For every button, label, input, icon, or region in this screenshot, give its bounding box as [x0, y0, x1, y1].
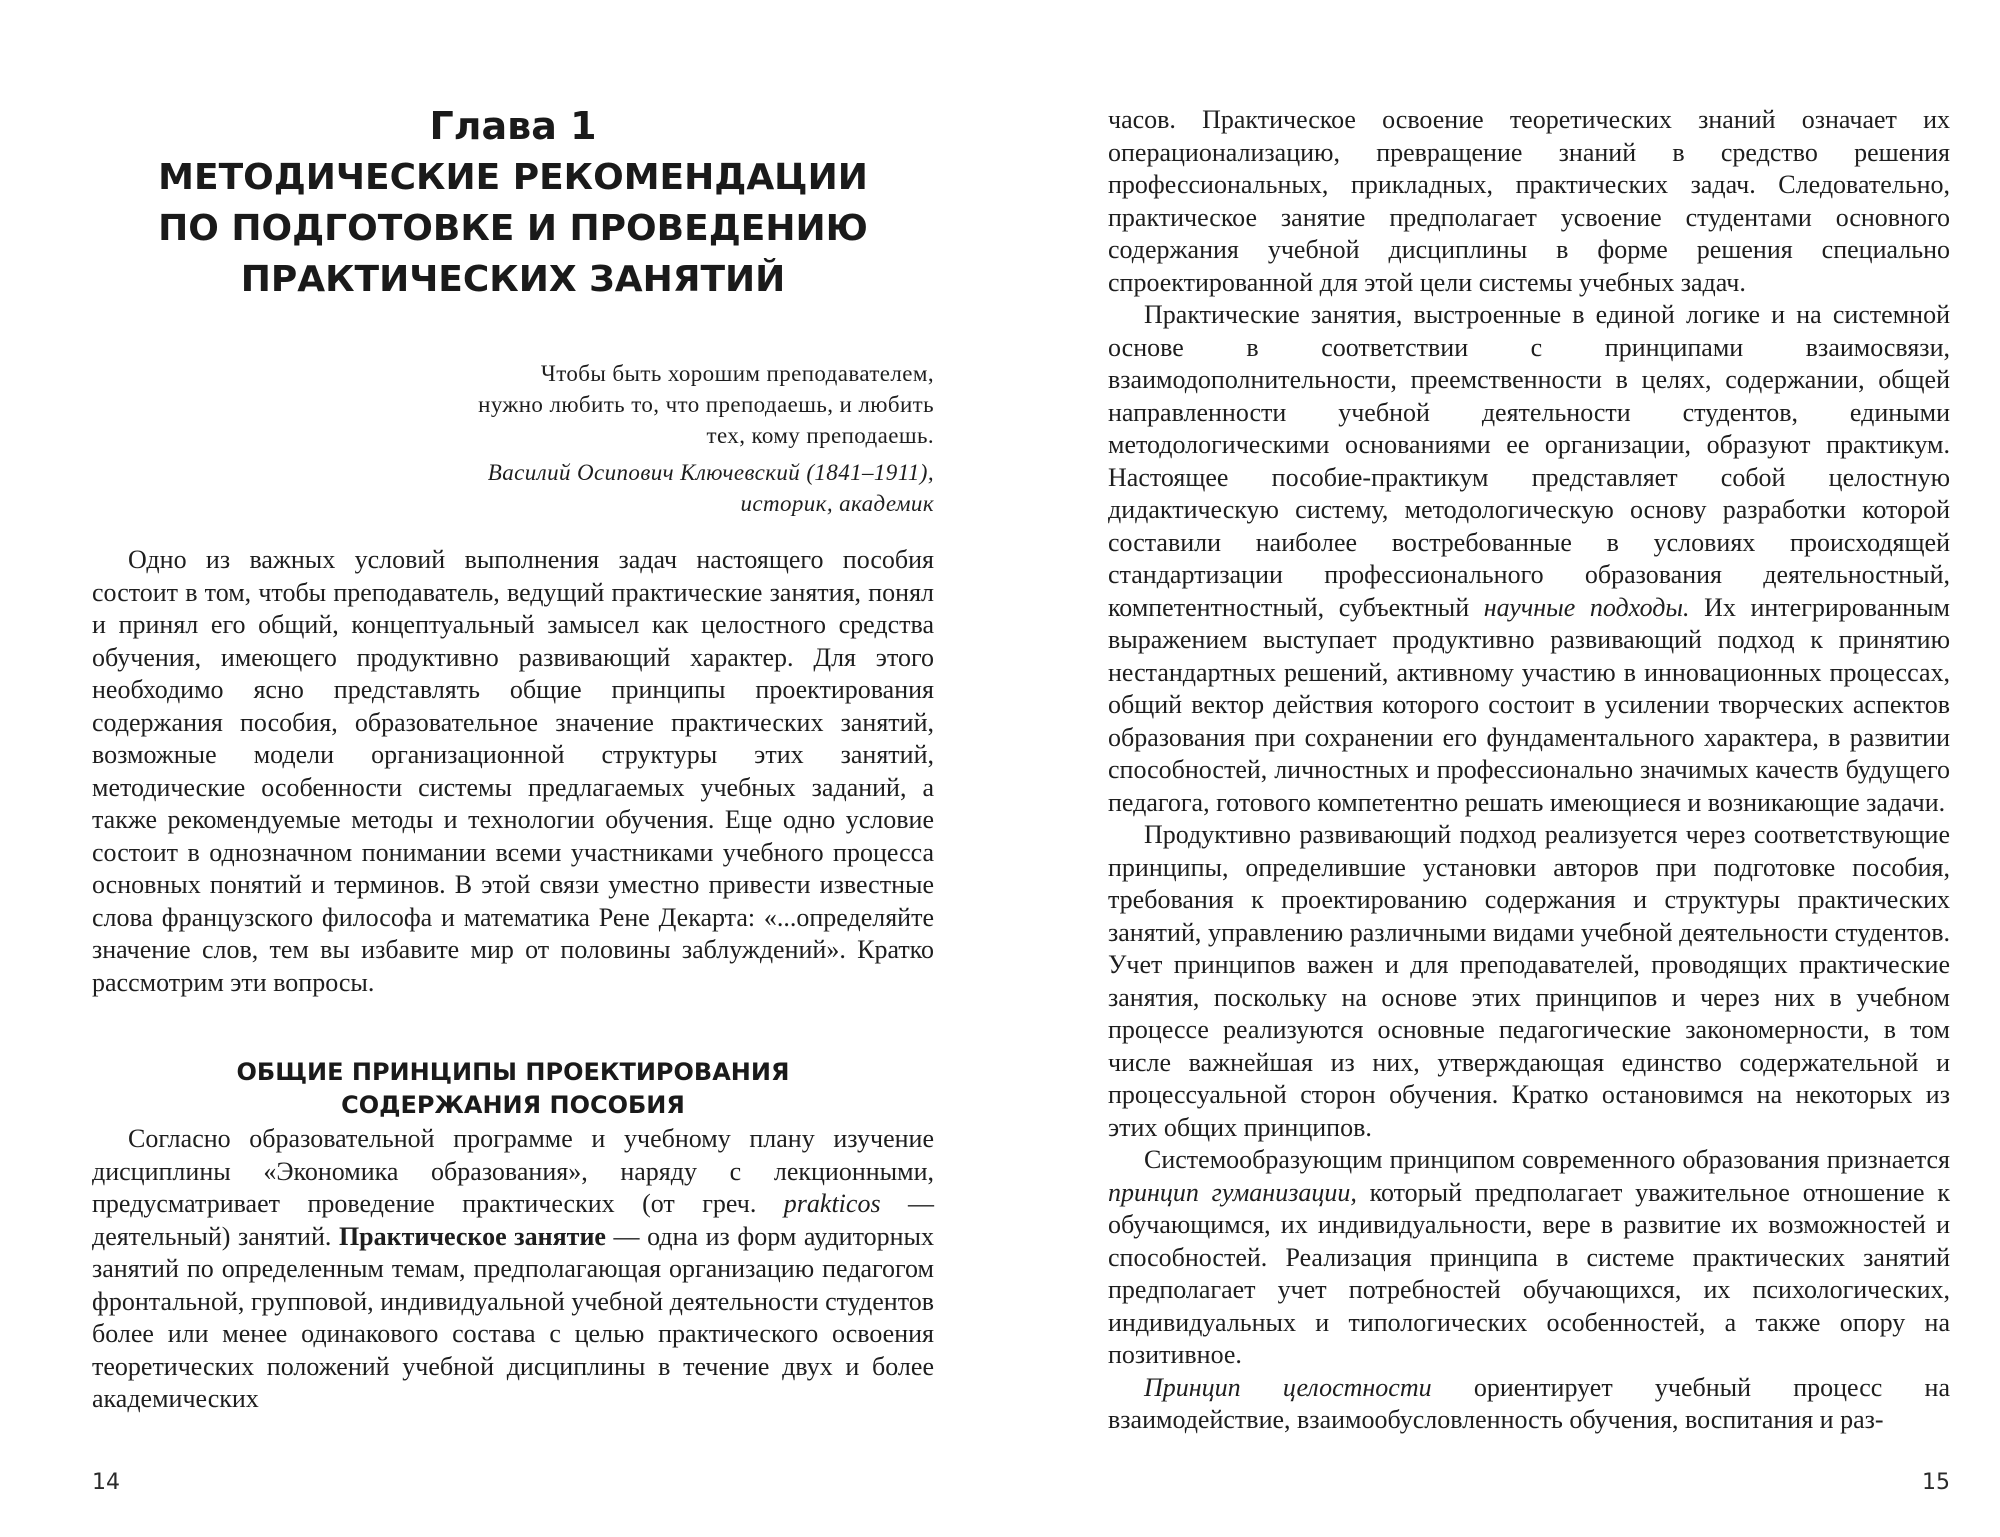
paragraph-text: — деятельный) занятий.: [92, 1189, 935, 1251]
paragraph-humanization: [1108, 1144, 1950, 1372]
epigraph-line: нужно любить то, что преподаешь, и любить: [478, 392, 934, 417]
epigraph-author: Василий Осипович Ключевский (1841–1911),: [487, 460, 934, 485]
chapter-title-line: ПРАКТИЧЕСКИХ ЗАНЯТИЙ: [240, 259, 786, 300]
section-paragraph: [92, 1123, 934, 1416]
paragraph-text: Их интегрированным выражением выступает продуктивно развивающий подход к принятию нестандартных решений, активному участию в инновационных процессах, общий вектор действия которого состоит в усилении творческих аспектов образования при сохранении его фундаментального характера, в развитии способностей, личностных и профессионально значимых качеств будущего педагога, готового компетентно решать имеющиеся и возникающие задачи.: [1108, 592, 1951, 817]
paragraph-text: который предполагает уважительное отношение к обучающимся, их индивидуальности, вере в развитие их возможностей и способностей. Реализация принципа в системе практических занятий предполагает учет потребностей обучающихся, их психологических, индивидуальных и типологических особенностей, а также опору на позитивное.: [1108, 1177, 1950, 1369]
section-body: [92, 1123, 934, 1416]
chapter-title-line: МЕТОДИЧЕСКИЕ РЕКОМЕНДАЦИИ: [158, 157, 868, 198]
italic-term: принцип гуманизации,: [1108, 1177, 1357, 1207]
paragraph-text: Согласно образовательной программе и учебному плану изучение дисциплины «Экономика образования», наряду с лекционными, предусматривает проведение практических (от греч.: [92, 1124, 934, 1218]
left-page: [92, 0, 934, 1537]
intro-section: [92, 544, 934, 999]
paragraph-practicum: [1108, 299, 1950, 819]
paragraph-text: Системообразующим принципом современного образования признается: [1144, 1145, 1950, 1174]
epigraph-author-title: историк, академик: [740, 491, 934, 516]
italic-term: Принцип целостности: [1144, 1372, 1432, 1402]
epigraph-line: Чтобы быть хорошим преподавателем,: [540, 361, 934, 386]
defined-term: Практическое занятие: [338, 1221, 606, 1251]
paragraph-text: Практические занятия, выстроенные в единой логике и на системной основе в соответствии с принципами взаимосвязи, взаимодополнительности, преемственности в целях, содержании, общей направленности учебной деятельности студентов, едиными методологическими основаниями ее организации, образуют практикум. Настоящее пособие-практикум представляет собой целостную дидактическую систему, методологическую основу разработки которой составили наиболее востребованные в условиях происходящей стандартизации профессионального образования деятельностный, компетентностный, субъектный: [1108, 300, 1950, 622]
paragraph-continued: часов. Практическое освоение теоретических знаний означает их операционализацию, превращение знаний в средство решения профессиональных, прикладных, практических задач. Следовательно, практическое занятие предполагает усвоение студентами основного содержания учебной дисциплины в форме решения специально спроектированной для этой цели системы учебных задач.: [1108, 105, 1950, 297]
paragraph-principles: Продуктивно развивающий подход реализуется через соответствующие принципы, определившие установки авторов при подготовке пособия, требования к проектированию содержания и структуры практических занятий, управлению различными видами учебной деятельности студентов. Учет принципов важен и для преподавателей, проводящих практические занятия, поскольку на основе этих принципов и через них в учебном процессе реализуются основные педагогические закономерности, в том числе важнейшая из них, утверждающая единство содержательной и процессуальной сторон обучения. Кратко остановимся на некоторых из этих общих принципов.: [1108, 820, 1950, 1142]
section-title-line: СОДЕРЖАНИЯ ПОСОБИЯ: [341, 1091, 685, 1119]
intro-paragraph: Одно из важных условий выполнения задач настоящего пособия состоит в том, чтобы преподаватель, ведущий практические занятия, понял и принял его общий, концептуальный замысел как целостного средства обучения, имеющего продуктивно развивающий характер. Для этого необходимо ясно представлять общие принципы проектирования содержания пособия, образовательное значение практических занятий, возможные модели организационной структуры этих занятий, методические особенности системы предлагаемых учебных заданий, а также рекомендуемые методы и технологии обучения. Еще одно условие состоит в однозначном понимании всеми участниками учебного процесса основных понятий и терминов. В этой связи уместно привести известные слова французского философа и математика Рене Декарта: «...определяйте значение слов, тем вы избавите мир от половины заблуждений». Кратко рассмотрим эти вопросы.: [92, 545, 934, 997]
paragraph-text: — одна из форм аудиторных занятий по определенным темам, предполагающая организацию педагогом фронтальной, групповой, индивидуальной учебной деятельности студентов более или менее одинакового состава с целью практического освоения теоретических положений учебной дисциплины в течение двух и более академических: [92, 1221, 934, 1413]
section-title: [92, 1056, 934, 1122]
epigraph-line: тех, кому преподаешь.: [706, 423, 934, 448]
chapter-title-line: ПО ПОДГОТОВКЕ И ПРОВЕДЕНИЮ: [158, 208, 868, 249]
section-title-line: ОБЩИЕ ПРИНЦИПЫ ПРОЕКТИРОВАНИЯ: [236, 1058, 790, 1086]
paragraph-integrity: [1108, 1372, 1950, 1437]
epigraph: [414, 358, 934, 519]
chapter-number: Глава 1: [429, 104, 597, 148]
page-number-left: 14: [92, 1470, 120, 1495]
greek-term: prakticos: [783, 1189, 881, 1218]
right-body: [1108, 104, 1950, 1437]
page-number-right: 15: [1922, 1470, 1950, 1495]
chapter-title: [92, 152, 934, 305]
right-page: [1108, 0, 1950, 1537]
italic-term: научные подходы.: [1483, 592, 1690, 622]
paragraph-text: ориентирует учебный процесс на взаимодействие, взаимообусловленность обучения, воспитания и раз-: [1108, 1372, 1950, 1434]
